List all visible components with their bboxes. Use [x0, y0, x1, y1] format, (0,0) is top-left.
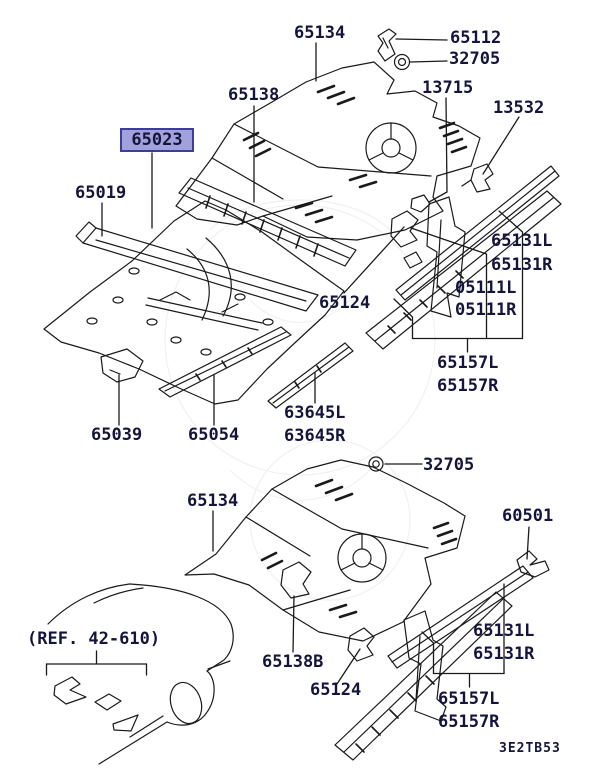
part-label-65023-highlighted[interactable]: 65023: [120, 128, 194, 152]
diagram-code: 3E2TB53: [499, 741, 561, 756]
floor-patch-shapes: [54, 677, 138, 731]
part-label-65138B: 65138B: [262, 652, 324, 672]
part-label-65131R-upper: 65131R: [491, 255, 553, 275]
part-label-65131L-upper: 65131L: [491, 231, 553, 251]
part-label-65157R-upper: 65157R: [437, 376, 499, 396]
part-label-65134-upper: 65134: [294, 23, 346, 43]
part-label-65131R-lower: 65131R: [473, 644, 535, 664]
part-label-05111R: 05111R: [455, 300, 517, 320]
sill-strip-63645-drawing: [268, 343, 353, 408]
part-label-65039: 65039: [91, 425, 143, 445]
part-label-65138: 65138: [228, 85, 280, 105]
part-label-65134-lower: 65134: [187, 491, 239, 511]
part-label-32705-lower: 32705: [423, 455, 475, 475]
part-label-65157L-upper: 65157L: [437, 353, 499, 373]
part-label-65054: 65054: [188, 425, 240, 445]
reference-note: (REF. 42-610): [27, 629, 161, 649]
front-floor-pan-65023-drawing: [44, 201, 344, 404]
part-label-65157R-lower: 65157R: [438, 712, 500, 732]
part-label-63645L: 63645L: [284, 403, 346, 423]
part-label-65124-lower: 65124: [310, 680, 362, 700]
part-label-65019: 65019: [75, 183, 127, 203]
grommet-32705-upper-icon: [395, 55, 410, 70]
part-label-65131L-lower: 65131L: [473, 621, 535, 641]
part-label-65157L-lower: 65157L: [438, 689, 500, 709]
part-label-65112: 65112: [450, 28, 502, 48]
part-label-65124-upper: 65124: [319, 293, 371, 313]
part-label-63645R: 63645R: [284, 426, 346, 446]
part-label-13715: 13715: [422, 78, 474, 98]
bracket-13532-icon: [462, 164, 493, 192]
part-label-13532: 13532: [493, 98, 545, 118]
bracket-13715-icon: [411, 195, 430, 212]
part-label-05111L: 05111L: [455, 278, 517, 298]
part-label-60501: 60501: [502, 506, 554, 526]
ref-bracket-lines: [47, 651, 147, 675]
stopper-bracket-65112-icon: [378, 29, 396, 61]
dash-crossmember-65138-drawing: [179, 178, 356, 266]
car-reference-sketch: [48, 584, 233, 764]
part-label-32705-upper: 32705: [449, 49, 501, 69]
